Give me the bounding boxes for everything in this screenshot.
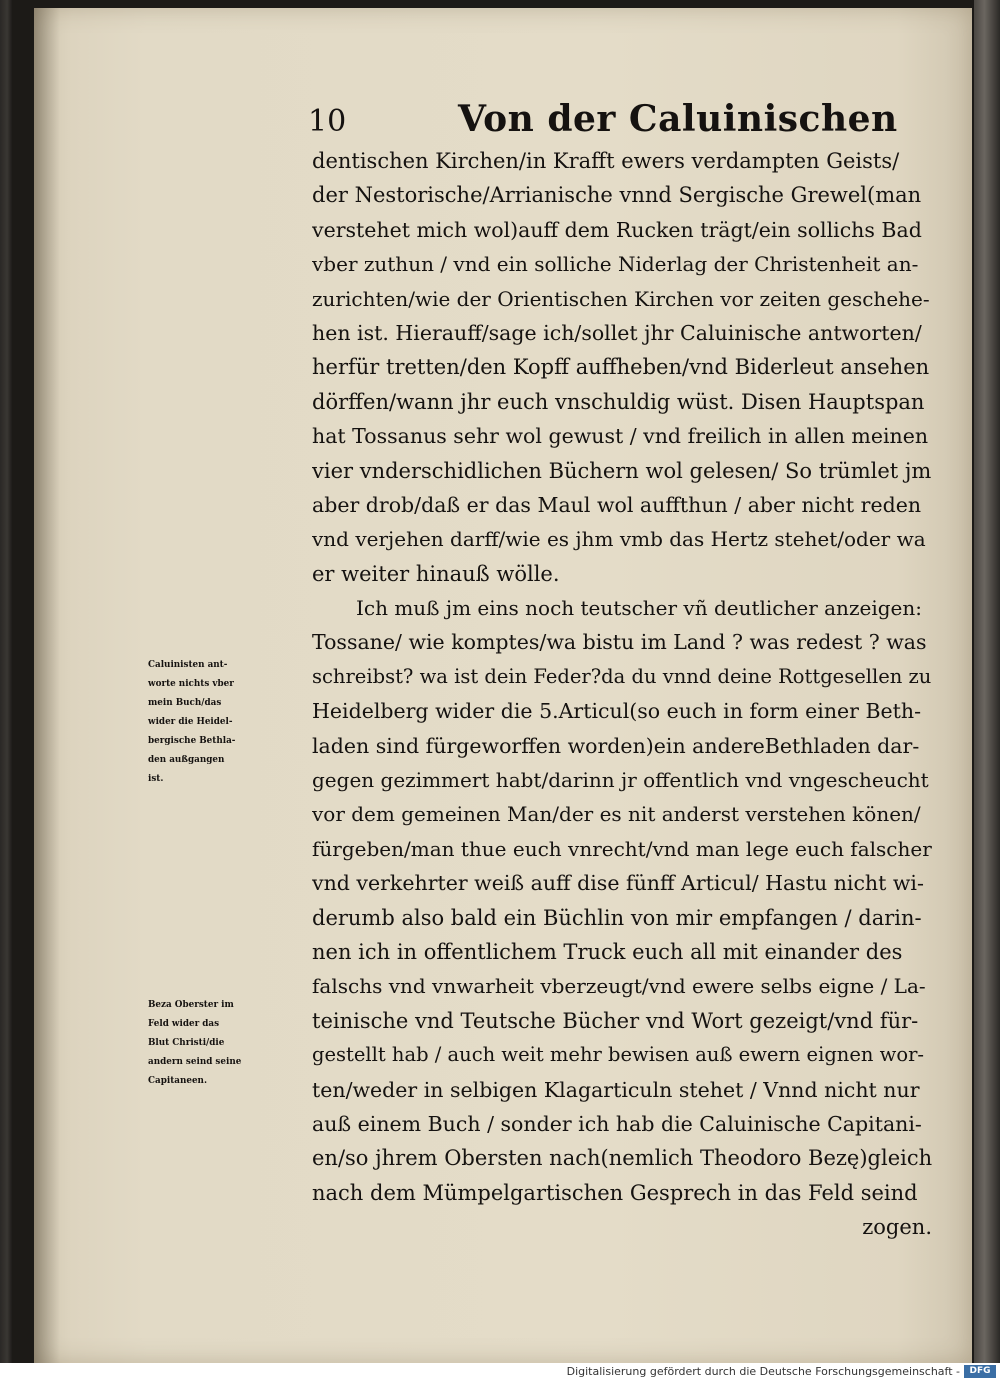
- side-note-line: Capitaneen.: [148, 1076, 208, 1086]
- text-line: falschs vnd vnwarheit vberzeugt/vnd ewere selbs eigne / La-: [312, 974, 926, 999]
- side-note-line: Feld wider das: [148, 1019, 220, 1029]
- text-line: vber zuthun / vnd ein solliche Niderlag der Christenheit an-: [312, 252, 919, 277]
- text-line: derumb also bald ein Büchlin von mir empfangen / darin-: [312, 905, 922, 930]
- text-line: en/so jhrem Obersten nach(nemlich Theodoro Bezę)gleich: [312, 1146, 932, 1171]
- text-line: er weiter hinauß wölle.: [312, 561, 560, 586]
- side-note-line: den außgangen: [148, 755, 225, 765]
- running-head: Von der Caluinischen: [458, 98, 898, 140]
- side-note-line: Caluinisten ant-: [148, 660, 228, 670]
- text-line: vier vnderschidlichen Büchern wol gelesen/ So trümlet jm: [312, 458, 932, 483]
- text-line: hen ist. Hierauff/sage ich/sollet jhr Caluinische antworten/: [312, 320, 922, 345]
- side-note-line: mein Buch/das: [148, 698, 222, 708]
- text-line: nach dem Mümpelgartischen Gesprech in das Feld seind: [312, 1180, 918, 1205]
- text-line: Tossane/ wie komptes/wa bistu im Land ? was redest ? was: [312, 630, 927, 655]
- text-line: Ich muß jm eins noch teutscher vñ deutlicher anzeigen:: [356, 596, 922, 621]
- text-line: laden sind fürgeworffen worden)ein andereBethladen dar-: [312, 733, 920, 758]
- side-note-beza: [148, 996, 318, 1091]
- side-note-line: Beza Oberster im: [148, 1000, 234, 1010]
- side-note-line: andern seind seine: [148, 1057, 242, 1067]
- side-note-line: worte nichts vber: [148, 679, 234, 689]
- text-line: zogen.: [862, 1215, 932, 1240]
- text-line: aber drob/daß er das Maul wol auffthun / aber nicht reden: [312, 492, 922, 517]
- text-line: fürgeben/man thue euch vnrecht/vnd man lege euch falscher: [312, 836, 932, 861]
- text-line: teinische vnd Teutsche Bücher vnd Wort gezeigt/vnd für-: [312, 1008, 919, 1033]
- text-line: vor dem gemeinen Man/der es nit anderst verstehen könen/: [312, 802, 921, 827]
- body-text: [312, 144, 932, 1245]
- text-line: zurichten/wie der Orientischen Kirchen vor zeiten geschehe-: [312, 286, 930, 311]
- book-cover-edge: [0, 0, 12, 1363]
- text-line: herfür tretten/den Kopff auffheben/vnd Biderleut ansehen: [312, 355, 930, 380]
- text-line: Heidelberg wider die 5.Articul(so euch in form einer Beth-: [312, 699, 922, 724]
- text-line: verstehet mich wol)auff dem Rucken trägt/ein sollichs Bad: [312, 217, 922, 242]
- text-line: hat Tossanus sehr wol gewust / vnd freilich in allen meinen: [312, 424, 929, 449]
- dfg-logo: DFG: [964, 1365, 996, 1378]
- text-line: vnd verjehen darff/wie es jhm vmb das Hertz stehet/oder wa: [312, 527, 926, 552]
- side-note-line: bergische Bethla-: [148, 736, 236, 746]
- text-line: nen ich in offentlichem Truck euch all mit einander des: [312, 939, 903, 964]
- footer-credit: Digitalisierung gefördert durch die Deutsche Forschungsgemeinschaft -: [566, 1365, 960, 1378]
- text-line: gegen gezimmert habt/darinn jr offentlich vnd vngescheucht: [312, 768, 929, 793]
- text-line: der Nestorische/Arrianische vnnd Sergische Grewel(man: [312, 183, 922, 208]
- side-note-line: ist.: [148, 774, 164, 784]
- book-fore-edge: [974, 0, 1000, 1363]
- text-line: dörffen/wann jhr euch vnschuldig wüst. Disen Hauptspan: [312, 389, 925, 414]
- text-line: schreibst? wa ist dein Feder?da du vnnd deine Rottgesellen zu: [312, 664, 932, 688]
- text-line: ten/weder in selbigen Klagarticuln stehet / Vnnd nicht nur: [312, 1077, 920, 1102]
- text-line: gestellt hab / auch weit mehr bewisen auß ewern eignen wor-: [312, 1043, 924, 1067]
- side-note-line: wider die Heidel-: [148, 717, 233, 727]
- side-note-line: Blut Christi/die: [148, 1038, 225, 1048]
- text-line: vnd verkehrter weiß auff dise fünff Articul/ Hastu nicht wi-: [312, 871, 924, 896]
- text-line: auß einem Buch / sonder ich hab die Caluinische Capitani-: [312, 1111, 922, 1136]
- digitization-footer: [0, 1363, 1000, 1381]
- text-line: dentischen Kirchen/in Krafft ewers verdampten Geists/: [312, 149, 900, 173]
- side-note-caluinisten: [148, 656, 318, 789]
- gutter-shadow: [34, 8, 60, 1363]
- page-number: 10: [308, 104, 347, 139]
